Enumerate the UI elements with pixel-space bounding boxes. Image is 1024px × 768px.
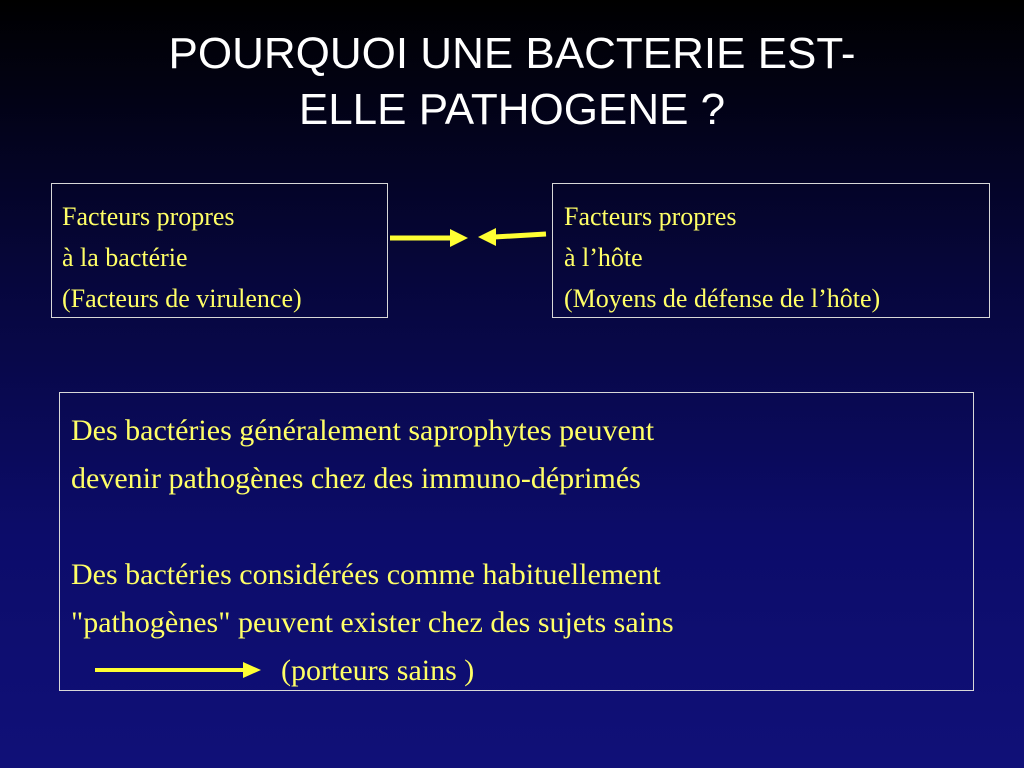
saprophytes-line-1: Des bactéries généralement saprophytes peuvent	[71, 414, 655, 447]
host-factors-line-2: à l’hôte	[564, 243, 643, 272]
pathogens-line-2: "pathogènes" peuvent exister chez des sujets sains	[71, 606, 674, 639]
slide-title	[0, 26, 1024, 138]
healthy-carriers-row	[71, 647, 973, 695]
bacteria-factors-box	[51, 183, 388, 318]
title-line-1: POURQUOI UNE BACTERIE EST-	[168, 29, 856, 78]
bacteria-factors-line-3: (Facteurs de virulence)	[62, 284, 302, 313]
arrow-right-icon	[93, 657, 263, 683]
saprophytes-line-2: devenir pathogènes chez des immuno-déprimés	[71, 462, 641, 495]
arrow-left-icon	[476, 222, 548, 250]
title-line-2: ELLE PATHOGENE ?	[298, 85, 726, 134]
healthy-carriers-label: (porteurs sains )	[281, 654, 475, 687]
explanation-box	[59, 392, 974, 691]
bacteria-factors-line-1: Facteurs propres	[62, 202, 235, 231]
paragraph-spacer	[71, 503, 973, 551]
host-factors-line-3: (Moyens de défense de l’hôte)	[564, 284, 881, 313]
host-factors-box	[552, 183, 990, 318]
arrow-right-icon	[388, 224, 470, 252]
host-factors-line-1: Facteurs propres	[564, 202, 737, 231]
bacteria-factors-line-2: à la bactérie	[62, 243, 188, 272]
pathogens-line-1: Des bactéries considérées comme habituellement	[71, 558, 661, 591]
